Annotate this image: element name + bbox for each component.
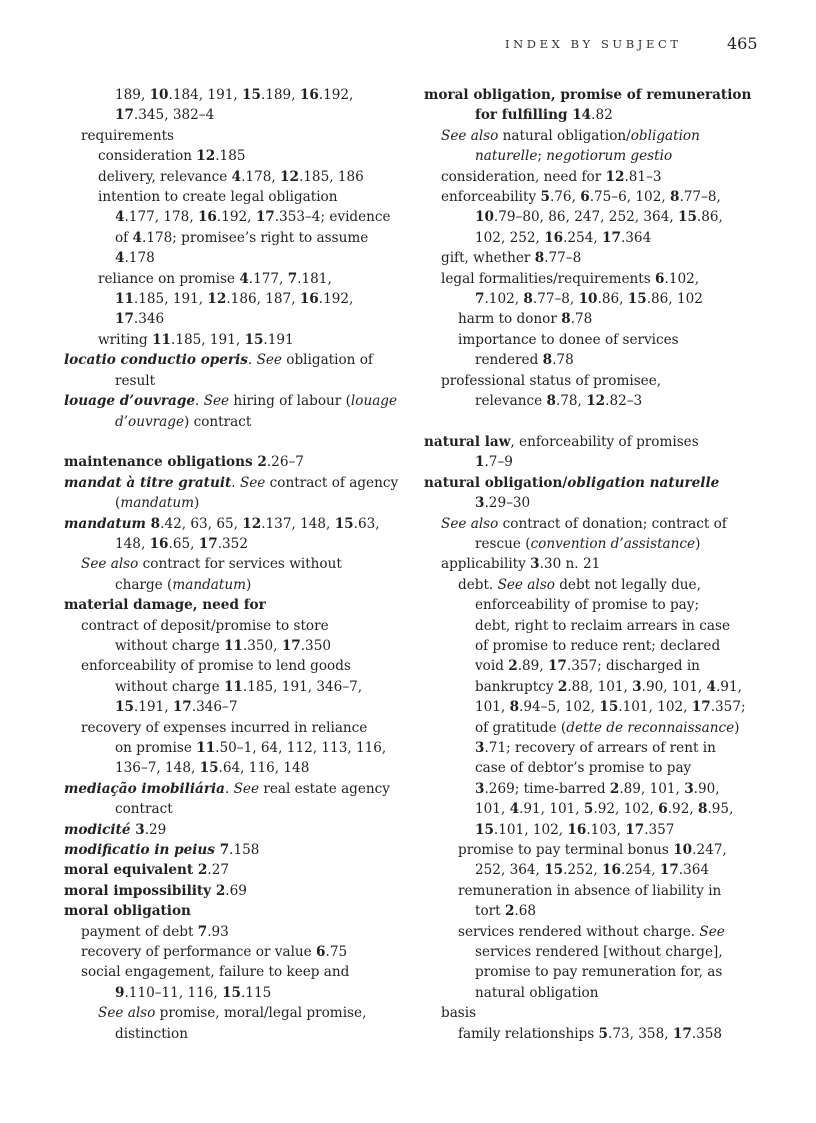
index-entry-line: result — [115, 372, 156, 389]
index-entry-line: professional status of promisee, — [441, 372, 662, 389]
index-entry-line: applicability 3.30 n. 21 — [441, 556, 601, 573]
index-entry-line: rendered 8.78 — [475, 352, 574, 369]
index-entry-line: promise to pay terminal bonus 10.247, — [458, 842, 727, 859]
index-entry-line: 10.79–80, 86, 247, 252, 364, 15.86, — [475, 209, 723, 226]
index-entry-line: delivery, relevance 4.178, 12.185, 186 — [98, 168, 364, 185]
index-entry-line: of promise to reduce rent; declared — [475, 637, 721, 654]
index-entry-line: contract of deposit/promise to store — [81, 617, 329, 634]
index-entry-line: payment of debt 7.93 — [81, 923, 229, 940]
index-headword-line: mediação imobiliária. See real estate agency — [64, 780, 390, 797]
index-headword-line: moral impossibility 2.69 — [64, 882, 247, 899]
index-entry-line: recovery of expenses incurred in reliance — [81, 719, 368, 736]
index-entry-line: of 4.178; promisee’s right to assume — [115, 229, 369, 246]
index-headword-line: moral obligation — [64, 903, 191, 920]
index-entry-line: 3.29–30 — [475, 495, 531, 512]
index-headword-line: mandatum 8.42, 63, 65, 12.137, 148, 15.63, — [64, 515, 380, 532]
index-entry-line: See also promise, moral/legal promise, — [98, 1005, 367, 1022]
index-headword-line: locatio conductio operis. See obligation of — [64, 352, 373, 369]
index-entry-line: (mandatum) — [115, 495, 200, 512]
index-entry-line: 136–7, 148, 15.64, 116, 148 — [115, 760, 310, 777]
index-entry-line: rescue (convention d’assistance) — [475, 535, 701, 552]
index-entry-line: case of debtor’s promise to pay — [475, 760, 692, 777]
index-entry-line: 9.110–11, 116, 15.115 — [115, 984, 272, 1001]
index-entry-line: promise to pay remuneration for, as — [475, 964, 723, 981]
index-entry-line: intention to create legal obligation — [98, 189, 338, 206]
index-entry-line: naturelle; negotiorum gestio — [475, 148, 673, 165]
index-entry-line: 252, 364, 15.252, 16.254, 17.364 — [475, 862, 710, 879]
index-entry-line: 148, 16.65, 17.352 — [115, 535, 248, 552]
index-entry-line: services rendered without charge. See — [458, 923, 725, 940]
index-entry-line: without charge 11.350, 17.350 — [115, 637, 332, 654]
index-headword-line: maintenance obligations 2.26–7 — [64, 454, 304, 471]
index-entry-line: 4.177, 178, 16.192, 17.353–4; evidence — [115, 209, 391, 226]
page-number: 465 — [727, 34, 758, 53]
index-headword-line: modificatio in peius 7.158 — [64, 842, 260, 859]
index-entry-line: See also contract of donation; contract of — [441, 515, 727, 532]
index-headword-line: moral equivalent 2.27 — [64, 862, 230, 879]
index-entry-line: 3.269; time-barred 2.89, 101, 3.90, — [475, 780, 720, 797]
index-headword-line: modicité 3.29 — [64, 821, 167, 838]
index-entry-line: d’ouvrage) contract — [115, 413, 252, 430]
index-entry-line: void 2.89, 17.357; discharged in — [475, 658, 700, 675]
index-entry-line: 101, 8.94–5, 102, 15.101, 102, 17.357; — [475, 699, 746, 716]
index-entry-line: services rendered [without charge], — [475, 944, 723, 961]
left-column — [64, 85, 409, 1044]
index-headword-line: louage d’ouvrage. See hiring of labour (louage — [64, 393, 398, 410]
index-headword-line: mandat à titre gratuit. See contract of agency — [64, 474, 399, 491]
index-entry-line: legal formalities/requirements 6.102, — [441, 270, 700, 287]
right-column — [424, 85, 774, 1044]
index-entry-line: natural obligation — [475, 984, 599, 1001]
section-gap — [424, 412, 774, 432]
index-entry-line: 1.7–9 — [475, 454, 513, 471]
index-entry-line: 17.346 — [115, 311, 165, 328]
index-entry-line: on promise 11.50–1, 64, 112, 113, 116, — [115, 739, 387, 756]
index-entry-line: without charge 11.185, 191, 346–7, — [115, 678, 363, 695]
index-headword-line: natural law, enforceability of promises — [424, 433, 699, 450]
index-entry-line: 11.185, 191, 12.186, 187, 16.192, — [115, 291, 354, 308]
index-entry-line: 189, 10.184, 191, 15.189, 16.192, — [115, 87, 354, 103]
index-entry-line: of gratitude (dette de reconnaissance) — [475, 719, 740, 736]
index-entry-line: enforceability of promise to pay; — [475, 597, 700, 614]
index-headword-line: moral obligation, promise of remuneration — [424, 87, 752, 103]
index-entry-line: contract — [115, 801, 173, 818]
index-entry-line: 4.178 — [115, 250, 155, 267]
index-entry-line: reliance on promise 4.177, 7.181, — [98, 270, 332, 287]
running-head: INDEX BY SUBJECT — [505, 37, 682, 51]
index-entry-line: consideration 12.185 — [98, 148, 246, 165]
index-entry-line: harm to donor 8.78 — [458, 311, 593, 328]
index-entry-line: tort 2.68 — [475, 903, 537, 920]
section-gap — [64, 432, 409, 452]
index-entry-line: charge (mandatum) — [115, 576, 252, 593]
index-entry-line: 3.71; recovery of arrears of rent in — [475, 739, 716, 756]
index-entry-line: 15.191, 17.346–7 — [115, 699, 238, 716]
index-entry-line: 7.102, 8.77–8, 10.86, 15.86, 102 — [475, 291, 703, 308]
index-entry-line: debt. See also debt not legally due, — [458, 576, 701, 593]
index-headword-line: material damage, need for — [64, 597, 266, 614]
index-entry-line: for fulfilling 14.82 — [475, 107, 613, 124]
index-headword-line: natural obligation/obligation naturelle — [424, 474, 720, 491]
index-entry-line: writing 11.185, 191, 15.191 — [98, 331, 294, 348]
index-entry-line: debt, right to reclaim arrears in case — [475, 617, 730, 634]
index-entry-line: 15.101, 102, 16.103, 17.357 — [475, 821, 675, 838]
index-entry-line: relevance 8.78, 12.82–3 — [475, 393, 643, 410]
index-entry-line: gift, whether 8.77–8 — [441, 250, 582, 267]
index-entry-line: importance to donee of services — [458, 331, 679, 348]
index-entry-line: 101, 4.91, 101, 5.92, 102, 6.92, 8.95, — [475, 801, 734, 818]
index-entry-line: enforceability 5.76, 6.75–6, 102, 8.77–8, — [441, 189, 721, 206]
index-entry-line: family relationships 5.73, 358, 17.358 — [458, 1025, 723, 1042]
index-entry-line: 17.345, 382–4 — [115, 107, 215, 124]
index-entry-line: See also natural obligation/obligation — [441, 127, 700, 144]
index-entry-line: requirements — [81, 127, 175, 144]
index-entry-line: social engagement, failure to keep and — [81, 964, 350, 981]
index-entry-line: 102, 252, 16.254, 17.364 — [475, 229, 652, 246]
index-entry-line: remuneration in absence of liability in — [458, 882, 722, 899]
index-entry-line: distinction — [115, 1025, 188, 1042]
index-entry-line: recovery of performance or value 6.75 — [81, 944, 348, 961]
index-entry-line: enforceability of promise to lend goods — [81, 658, 351, 675]
index-entry-line: See also contract for services without — [81, 556, 342, 573]
index-entry-line: consideration, need for 12.81–3 — [441, 168, 662, 185]
index-entry-line: basis — [441, 1005, 477, 1022]
index-entry-line: bankruptcy 2.88, 101, 3.90, 101, 4.91, — [475, 678, 742, 695]
